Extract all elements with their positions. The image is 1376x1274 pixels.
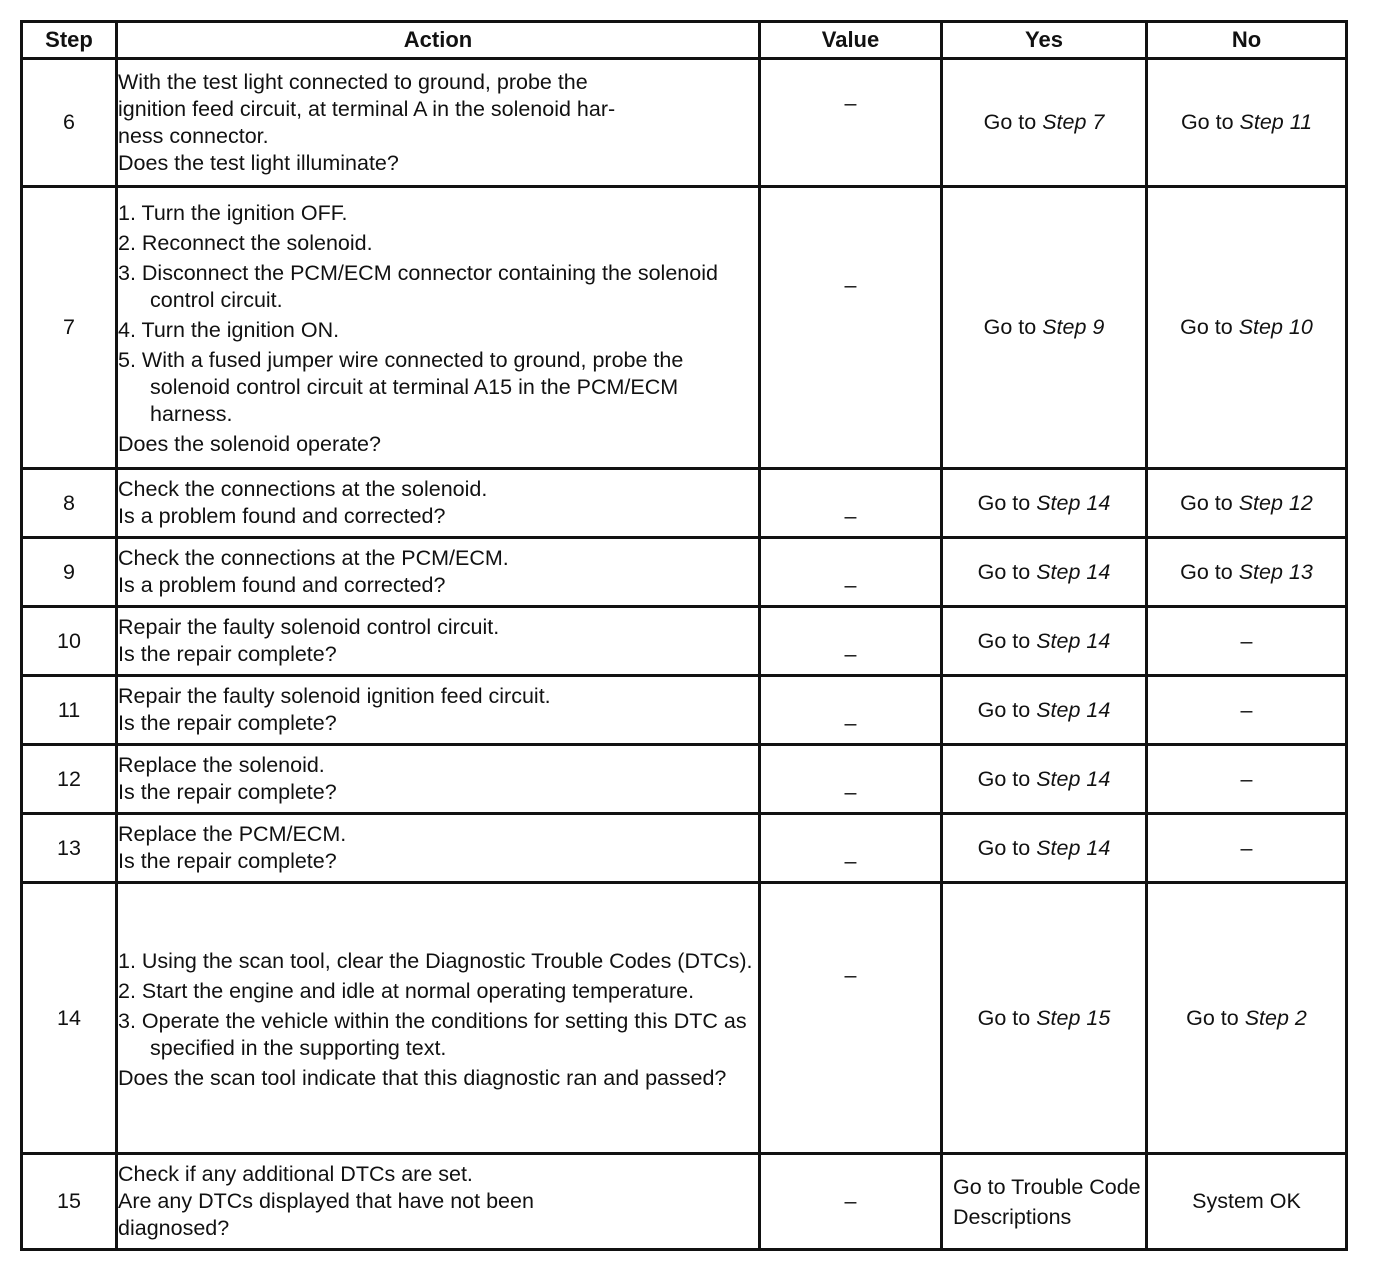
question-text: Is the repair complete?	[118, 711, 337, 735]
action-cell	[117, 814, 760, 883]
question-text: diagnosed?	[118, 1216, 230, 1240]
yes-prefix: Go to	[977, 766, 1037, 791]
numbered-item: 4. Turn the ignition ON.	[118, 318, 340, 342]
table-row	[22, 59, 1347, 187]
question-text: Are any DTCs displayed that have not been	[118, 1189, 534, 1213]
action-text: Check the connections at the solenoid.	[118, 477, 488, 501]
no-prefix: Go to	[1180, 490, 1239, 515]
value-cell	[760, 1154, 942, 1250]
no-step-ref: Step 11	[1239, 110, 1313, 134]
no-cell: –	[1147, 814, 1347, 883]
numbered-item: 1. Turn the ignition OFF.	[118, 201, 348, 225]
no-cell: –	[1147, 745, 1347, 814]
action-text: Replace the PCM/ECM.	[118, 822, 347, 846]
yes-step-ref: Step 14	[1036, 766, 1111, 791]
action-cell	[117, 469, 760, 538]
value-text: –	[844, 91, 857, 115]
step-number: 15	[22, 1154, 117, 1250]
yes-step-ref: Step 14	[1036, 559, 1111, 584]
header-no: No	[1147, 22, 1347, 59]
value-text: –	[844, 273, 857, 297]
yes-cell	[942, 59, 1147, 187]
yes-step-ref: Step 14	[1036, 835, 1111, 860]
table-row	[22, 676, 1347, 745]
table-row	[22, 538, 1347, 607]
yes-cell	[942, 538, 1147, 607]
yes-cell	[942, 676, 1147, 745]
no-step-ref: Step 2	[1244, 1005, 1307, 1030]
yes-prefix: Go to	[977, 697, 1037, 722]
no-cell: –	[1147, 607, 1347, 676]
value-cell	[760, 814, 942, 883]
value-cell	[760, 187, 942, 469]
value-cell	[760, 59, 942, 187]
numbered-item: 1. Using the scan tool, clear the Diagnostic Trouble Codes (DTCs).	[118, 948, 753, 973]
action-cell	[117, 59, 760, 187]
no-cell	[1147, 469, 1347, 538]
no-step-ref: Step 13	[1238, 559, 1313, 584]
action-cell	[117, 538, 760, 607]
yes-cell	[942, 607, 1147, 676]
yes-prefix: Go to	[977, 490, 1037, 515]
numbered-item: 3. Disconnect the PCM/ECM connector containing the solenoid control circuit.	[118, 261, 718, 312]
step-number: 7	[22, 187, 117, 469]
action-cell	[117, 607, 760, 676]
action-text: Check if any additional DTCs are set.	[118, 1162, 473, 1186]
header-action: Action	[117, 22, 760, 59]
action-text: ignition feed circuit, at terminal A in the solenoid har-	[118, 96, 616, 121]
step-number: 8	[22, 469, 117, 538]
action-cell	[117, 187, 760, 469]
yes-step-ref: Step 14	[1036, 628, 1111, 653]
no-prefix: Go to	[1180, 559, 1239, 584]
table-row	[22, 745, 1347, 814]
action-cell	[117, 676, 760, 745]
step-number: 6	[22, 59, 117, 187]
no-prefix: Go to	[1180, 110, 1240, 134]
yes-step-ref: Step 14	[1036, 697, 1111, 722]
table-row	[22, 469, 1347, 538]
question-text: Is the repair complete?	[118, 642, 337, 666]
yes-cell	[942, 187, 1147, 469]
diagnostic-table	[20, 20, 1348, 1251]
value-text: –	[844, 573, 857, 597]
action-cell	[117, 883, 760, 1154]
value-text: –	[844, 711, 857, 735]
no-step-ref: Step 12	[1238, 490, 1313, 515]
no-cell	[1147, 187, 1347, 469]
yes-cell: Go to Trouble Code Descriptions	[942, 1154, 1147, 1250]
yes-prefix: Go to	[983, 110, 1043, 134]
action-text: With the test light connected to ground, probe the	[118, 69, 588, 94]
question-text: Is a problem found and corrected?	[118, 573, 446, 597]
step-number: 9	[22, 538, 117, 607]
question-text: Does the test light illuminate?	[118, 150, 399, 175]
table-row	[22, 607, 1347, 676]
no-cell	[1147, 883, 1347, 1154]
yes-prefix: Go to	[977, 559, 1037, 584]
action-cell	[117, 1154, 760, 1250]
table-row	[22, 883, 1347, 1154]
value-text: –	[844, 504, 857, 528]
value-cell	[760, 607, 942, 676]
yes-step-ref: Step 7	[1042, 110, 1105, 134]
yes-prefix: Go to	[977, 1005, 1037, 1030]
table-row	[22, 814, 1347, 883]
no-step-ref: Step 10	[1238, 315, 1313, 339]
action-text: Repair the faulty solenoid control circuit.	[118, 615, 500, 639]
no-cell	[1147, 59, 1347, 187]
question-text: Is the repair complete?	[118, 849, 337, 873]
yes-cell	[942, 814, 1147, 883]
no-cell	[1147, 538, 1347, 607]
value-text: –	[844, 963, 857, 987]
numbered-item: 2. Reconnect the solenoid.	[118, 231, 373, 255]
yes-cell	[942, 745, 1147, 814]
no-prefix: Go to	[1186, 1005, 1245, 1030]
numbered-item: 2. Start the engine and idle at normal operating temperature.	[118, 978, 695, 1003]
no-cell: –	[1147, 676, 1347, 745]
no-prefix: Go to	[1180, 315, 1239, 339]
step-number: 14	[22, 883, 117, 1154]
value-cell	[760, 676, 942, 745]
yes-cell	[942, 883, 1147, 1154]
yes-prefix: Go to	[977, 835, 1037, 860]
action-cell	[117, 745, 760, 814]
action-text: ness connector.	[118, 123, 269, 148]
value-cell	[760, 538, 942, 607]
yes-step-ref: Step 14	[1036, 490, 1111, 515]
value-text: –	[844, 780, 857, 804]
step-number: 13	[22, 814, 117, 883]
action-text: Replace the solenoid.	[118, 753, 325, 777]
table-row	[22, 1154, 1347, 1250]
question-text: Is a problem found and corrected?	[118, 504, 446, 528]
value-text: –	[844, 849, 857, 873]
table-row	[22, 187, 1347, 469]
header-yes: Yes	[942, 22, 1147, 59]
yes-prefix: Go to	[983, 315, 1043, 339]
header-row	[22, 22, 1347, 59]
no-cell: System OK	[1147, 1154, 1347, 1250]
value-cell	[760, 469, 942, 538]
step-number: 12	[22, 745, 117, 814]
question-text: Does the solenoid operate?	[118, 432, 381, 456]
step-number: 11	[22, 676, 117, 745]
header-value: Value	[760, 22, 942, 59]
action-text: Check the connections at the PCM/ECM.	[118, 546, 509, 570]
numbered-item: 5. With a fused jumper wire connected to ground, probe the solenoid control circuit at terminal A15 in the PCM/ECM harness.	[118, 348, 684, 426]
yes-prefix: Go to	[977, 628, 1037, 653]
yes-step-ref: Step 9	[1042, 315, 1105, 339]
value-text: –	[844, 1189, 857, 1213]
numbered-item: 3. Operate the vehicle within the conditions for setting this DTC as specified in the supporting text.	[118, 1008, 747, 1060]
question-text: Is the repair complete?	[118, 780, 337, 804]
value-text: –	[844, 642, 857, 666]
question-text: Does the scan tool indicate that this diagnostic ran and passed?	[118, 1065, 727, 1090]
value-cell	[760, 745, 942, 814]
yes-cell	[942, 469, 1147, 538]
header-step: Step	[22, 22, 117, 59]
action-text: Repair the faulty solenoid ignition feed circuit.	[118, 684, 551, 708]
step-number: 10	[22, 607, 117, 676]
value-cell	[760, 883, 942, 1154]
yes-step-ref: Step 15	[1036, 1005, 1111, 1030]
